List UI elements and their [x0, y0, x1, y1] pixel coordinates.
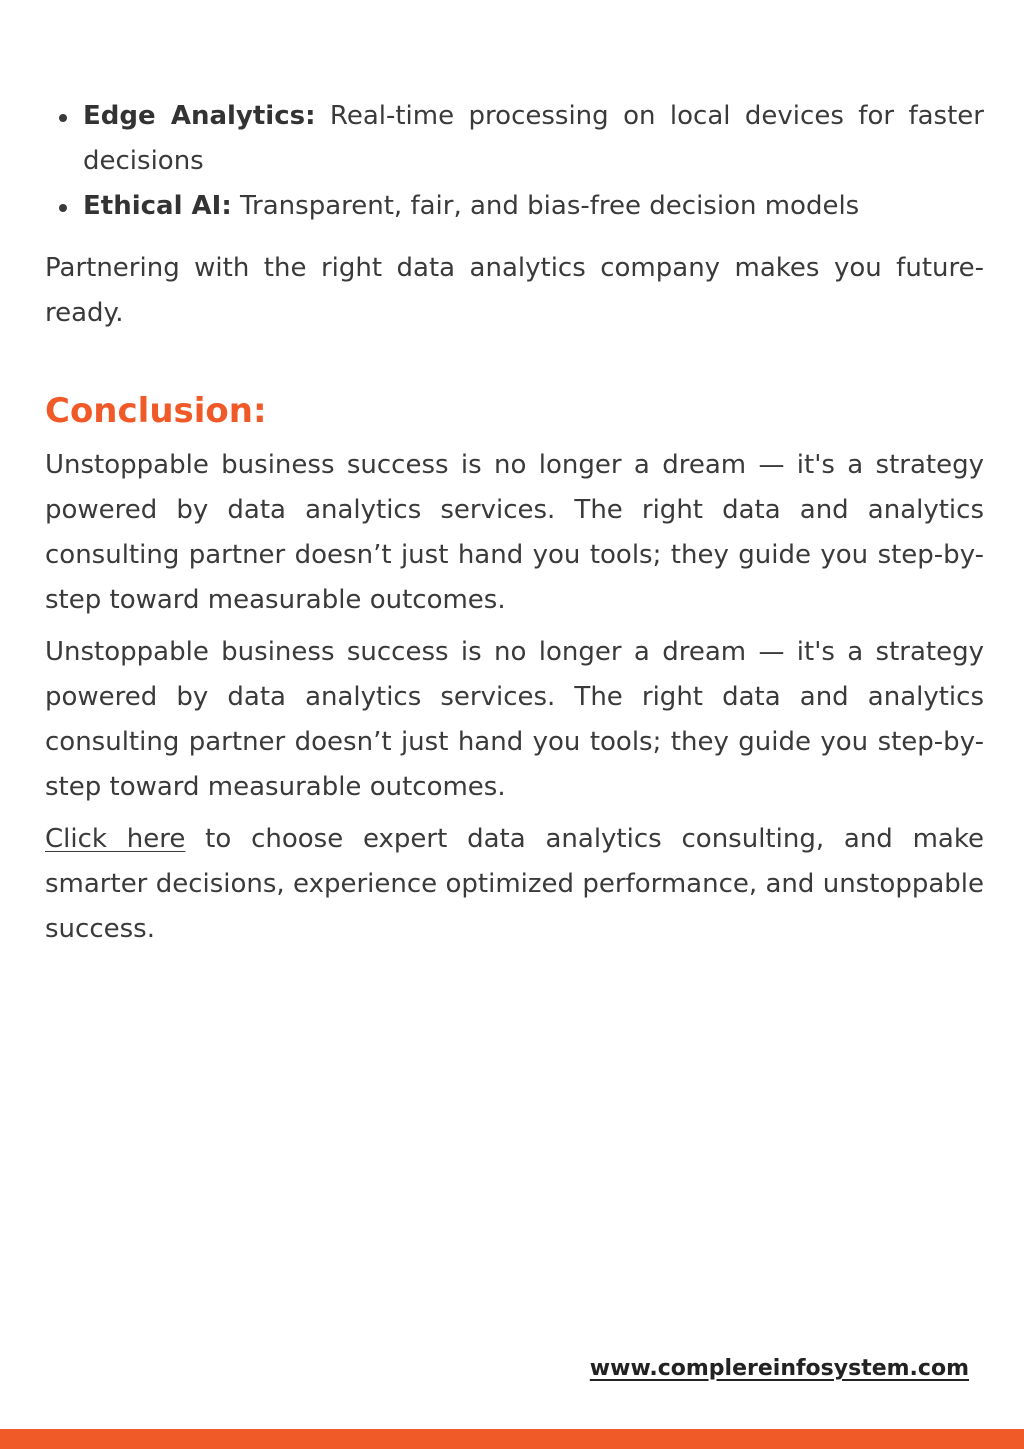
- conclusion-heading: Conclusion:: [45, 391, 267, 431]
- trend-list: [45, 94, 984, 229]
- document-body: [45, 94, 984, 952]
- partnering-paragraph: Partnering with the right data analytics company makes you future-ready.: [45, 253, 984, 328]
- click-here-link[interactable]: Click here: [45, 824, 186, 854]
- bullet-icon: [59, 204, 67, 212]
- list-item: [45, 94, 984, 184]
- footer-accent-bar: [0, 1429, 1024, 1449]
- bullet-term: Ethical AI:: [83, 191, 232, 221]
- bullet-icon: [59, 114, 67, 122]
- website-link[interactable]: www.complereinfosystem.com: [589, 1356, 969, 1381]
- bullet-text: Transparent, fair, and bias-free decision models: [231, 191, 860, 221]
- cta-text: to choose expert data analytics consulting, and make smarter decisions, experience optimized performance, and unstoppable success.: [45, 824, 984, 944]
- bullet-term: Edge Analytics:: [83, 101, 316, 131]
- list-item: [45, 184, 984, 229]
- bullet-text: Real-time processing on local devices for faster decisions: [83, 101, 984, 176]
- conclusion-paragraph: Unstoppable business success is no longer a dream — it's a strategy powered by data analytics services. The right data and analytics consulting partner doesn’t just hand you tools; they guide you step-by-step toward measurable outcomes.: [45, 450, 984, 615]
- cta-paragraph: [45, 817, 984, 952]
- conclusion-paragraph-repeat: Unstoppable business success is no longer a dream — it's a strategy powered by data analytics services. The right data and analytics consulting partner doesn’t just hand you tools; they guide you step-by-step toward measurable outcomes.: [45, 637, 984, 802]
